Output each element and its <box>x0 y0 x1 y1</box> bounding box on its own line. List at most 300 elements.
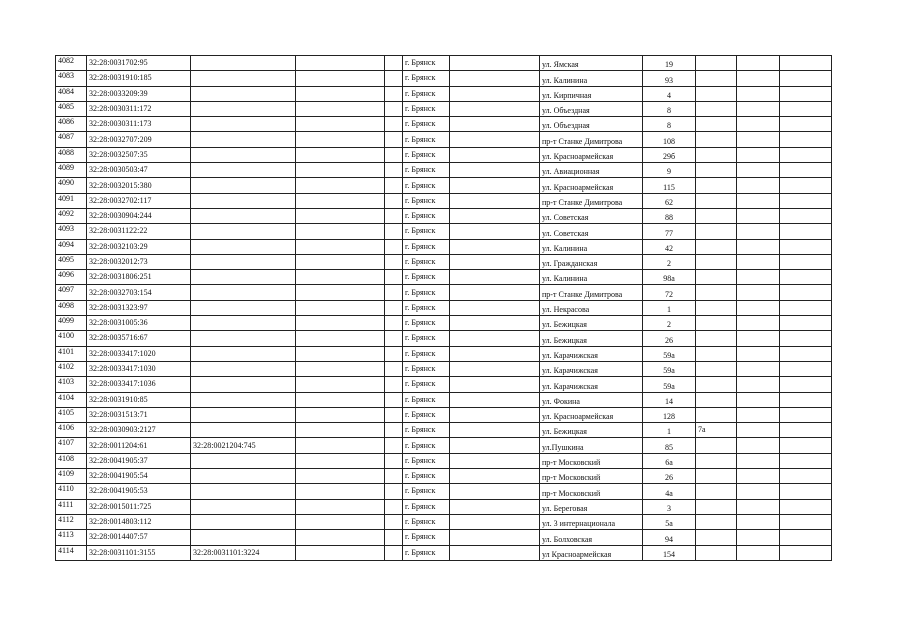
city-cell: г. Брянск <box>403 392 450 407</box>
house-number-cell: 1 <box>643 300 696 315</box>
street-cell: ул. Болховская <box>540 530 643 545</box>
empty-cell <box>450 545 540 560</box>
empty-cell <box>450 469 540 484</box>
empty-cell <box>780 377 832 392</box>
row-number-cell: 4109 <box>56 469 87 484</box>
house-number-cell: 19 <box>643 56 696 71</box>
house-number-cell: 2 <box>643 254 696 269</box>
linked-cadastral-number-cell <box>191 285 296 300</box>
table-row <box>56 361 832 376</box>
extra-cell <box>696 147 737 162</box>
table-row <box>56 545 832 560</box>
empty-cell <box>296 178 385 193</box>
city-cell: г. Брянск <box>403 178 450 193</box>
empty-cell <box>385 361 403 376</box>
city-cell: г. Брянск <box>403 101 450 116</box>
extra-cell <box>696 300 737 315</box>
house-number-cell: 14 <box>643 392 696 407</box>
extra-cell <box>696 438 737 453</box>
empty-cell <box>296 331 385 346</box>
empty-cell <box>737 377 780 392</box>
empty-cell <box>737 208 780 223</box>
table-body <box>56 56 832 561</box>
extra-cell <box>696 469 737 484</box>
city-cell: г. Брянск <box>403 438 450 453</box>
table-row <box>56 193 832 208</box>
empty-cell <box>780 254 832 269</box>
empty-cell <box>737 285 780 300</box>
empty-cell <box>737 530 780 545</box>
street-cell: ул. Красноармейская <box>540 178 643 193</box>
table-row <box>56 132 832 147</box>
address-table <box>55 55 832 561</box>
extra-cell <box>696 193 737 208</box>
street-cell: ул. Калинина <box>540 71 643 86</box>
cadastral-number-cell: 32:28:0041905:53 <box>87 484 191 499</box>
table-row <box>56 423 832 438</box>
city-cell: г. Брянск <box>403 163 450 178</box>
linked-cadastral-number-cell <box>191 86 296 101</box>
house-number-cell: 108 <box>643 132 696 147</box>
empty-cell <box>296 377 385 392</box>
empty-cell <box>385 254 403 269</box>
linked-cadastral-number-cell <box>191 71 296 86</box>
empty-cell <box>296 208 385 223</box>
empty-cell <box>450 407 540 422</box>
house-number-cell: 26 <box>643 331 696 346</box>
city-cell: г. Брянск <box>403 514 450 529</box>
empty-cell <box>385 86 403 101</box>
row-number-cell: 4114 <box>56 545 87 560</box>
cadastral-number-cell: 32:28:0031513:71 <box>87 407 191 422</box>
empty-cell <box>780 407 832 422</box>
empty-cell <box>296 270 385 285</box>
house-number-cell: 1 <box>643 423 696 438</box>
empty-cell <box>296 254 385 269</box>
document-page <box>55 55 832 561</box>
empty-cell <box>450 285 540 300</box>
empty-cell <box>737 254 780 269</box>
linked-cadastral-number-cell <box>191 117 296 132</box>
linked-cadastral-number-cell <box>191 178 296 193</box>
empty-cell <box>385 346 403 361</box>
city-cell: г. Брянск <box>403 300 450 315</box>
city-cell: г. Брянск <box>403 361 450 376</box>
empty-cell <box>450 270 540 285</box>
house-number-cell: 98а <box>643 270 696 285</box>
table-row <box>56 300 832 315</box>
house-number-cell: 94 <box>643 530 696 545</box>
row-number-cell: 4108 <box>56 453 87 468</box>
empty-cell <box>737 86 780 101</box>
house-number-cell: 42 <box>643 239 696 254</box>
empty-cell <box>296 346 385 361</box>
linked-cadastral-number-cell <box>191 514 296 529</box>
linked-cadastral-number-cell <box>191 361 296 376</box>
empty-cell <box>737 132 780 147</box>
empty-cell <box>450 499 540 514</box>
row-number-cell: 4105 <box>56 407 87 422</box>
empty-cell <box>737 56 780 71</box>
city-cell: г. Брянск <box>403 86 450 101</box>
linked-cadastral-number-cell <box>191 147 296 162</box>
empty-cell <box>296 392 385 407</box>
table-row <box>56 331 832 346</box>
empty-cell <box>780 300 832 315</box>
row-number-cell: 4096 <box>56 270 87 285</box>
empty-cell <box>737 300 780 315</box>
empty-cell <box>385 423 403 438</box>
row-number-cell: 4092 <box>56 208 87 223</box>
house-number-cell: 59а <box>643 346 696 361</box>
empty-cell <box>385 331 403 346</box>
table-row <box>56 469 832 484</box>
empty-cell <box>780 484 832 499</box>
city-cell: г. Брянск <box>403 193 450 208</box>
row-number-cell: 4101 <box>56 346 87 361</box>
empty-cell <box>780 285 832 300</box>
linked-cadastral-number-cell <box>191 377 296 392</box>
empty-cell <box>385 71 403 86</box>
table-row <box>56 254 832 269</box>
empty-cell <box>296 224 385 239</box>
empty-cell <box>450 484 540 499</box>
empty-cell <box>296 545 385 560</box>
empty-cell <box>296 530 385 545</box>
house-number-cell: 26 <box>643 469 696 484</box>
empty-cell <box>450 132 540 147</box>
table-row <box>56 438 832 453</box>
linked-cadastral-number-cell <box>191 530 296 545</box>
empty-cell <box>296 469 385 484</box>
extra-cell <box>696 270 737 285</box>
city-cell: г. Брянск <box>403 407 450 422</box>
row-number-cell: 4113 <box>56 530 87 545</box>
cadastral-number-cell: 32:28:0033209:39 <box>87 86 191 101</box>
linked-cadastral-number-cell <box>191 392 296 407</box>
cadastral-number-cell: 32:28:0014407:57 <box>87 530 191 545</box>
row-number-cell: 4086 <box>56 117 87 132</box>
empty-cell <box>737 163 780 178</box>
street-cell: ул. Калинина <box>540 270 643 285</box>
cadastral-number-cell: 32:28:0030311:173 <box>87 117 191 132</box>
empty-cell <box>385 469 403 484</box>
house-number-cell: 8 <box>643 117 696 132</box>
table-row <box>56 224 832 239</box>
empty-cell <box>450 438 540 453</box>
empty-cell <box>450 163 540 178</box>
cadastral-number-cell: 32:28:0031910:185 <box>87 71 191 86</box>
cadastral-number-cell: 32:28:0030311:172 <box>87 101 191 116</box>
house-number-cell: 29б <box>643 147 696 162</box>
house-number-cell: 62 <box>643 193 696 208</box>
linked-cadastral-number-cell <box>191 163 296 178</box>
street-cell: ул. Объездная <box>540 117 643 132</box>
empty-cell <box>737 101 780 116</box>
extra-cell <box>696 377 737 392</box>
extra-cell <box>696 285 737 300</box>
empty-cell <box>780 361 832 376</box>
empty-cell <box>450 178 540 193</box>
empty-cell <box>296 163 385 178</box>
empty-cell <box>780 101 832 116</box>
extra-cell <box>696 101 737 116</box>
empty-cell <box>296 514 385 529</box>
table-row <box>56 484 832 499</box>
cadastral-number-cell: 32:28:0041905:37 <box>87 453 191 468</box>
empty-cell <box>450 86 540 101</box>
extra-cell <box>696 331 737 346</box>
cadastral-number-cell: 32:28:0033417:1020 <box>87 346 191 361</box>
house-number-cell: 93 <box>643 71 696 86</box>
empty-cell <box>385 499 403 514</box>
empty-cell <box>385 530 403 545</box>
extra-cell <box>696 224 737 239</box>
row-number-cell: 4107 <box>56 438 87 453</box>
city-cell: г. Брянск <box>403 499 450 514</box>
table-row <box>56 86 832 101</box>
cadastral-number-cell: 32:28:0011204:61 <box>87 438 191 453</box>
empty-cell <box>385 453 403 468</box>
row-number-cell: 4090 <box>56 178 87 193</box>
extra-cell <box>696 117 737 132</box>
table-row <box>56 346 832 361</box>
empty-cell <box>737 423 780 438</box>
linked-cadastral-number-cell <box>191 101 296 116</box>
cadastral-number-cell: 32:28:0014803:112 <box>87 514 191 529</box>
empty-cell <box>737 117 780 132</box>
empty-cell <box>296 407 385 422</box>
linked-cadastral-number-cell <box>191 453 296 468</box>
cadastral-number-cell: 32:28:0032707:209 <box>87 132 191 147</box>
table-row <box>56 407 832 422</box>
empty-cell <box>780 193 832 208</box>
city-cell: г. Брянск <box>403 331 450 346</box>
cadastral-number-cell: 32:28:0032012:73 <box>87 254 191 269</box>
table-row <box>56 178 832 193</box>
cadastral-number-cell: 32:28:0032507:35 <box>87 147 191 162</box>
extra-cell <box>696 163 737 178</box>
row-number-cell: 4102 <box>56 361 87 376</box>
cadastral-number-cell: 32:28:0032702:117 <box>87 193 191 208</box>
extra-cell <box>696 499 737 514</box>
empty-cell <box>385 147 403 162</box>
extra-cell <box>696 239 737 254</box>
row-number-cell: 4103 <box>56 377 87 392</box>
empty-cell <box>780 224 832 239</box>
empty-cell <box>780 163 832 178</box>
linked-cadastral-number-cell <box>191 132 296 147</box>
house-number-cell: 115 <box>643 178 696 193</box>
empty-cell <box>450 423 540 438</box>
empty-cell <box>385 178 403 193</box>
street-cell: ул. Ямская <box>540 56 643 71</box>
city-cell: г. Брянск <box>403 117 450 132</box>
linked-cadastral-number-cell <box>191 224 296 239</box>
city-cell: г. Брянск <box>403 270 450 285</box>
empty-cell <box>780 71 832 86</box>
extra-cell <box>696 71 737 86</box>
empty-cell <box>385 101 403 116</box>
house-number-cell: 77 <box>643 224 696 239</box>
empty-cell <box>780 453 832 468</box>
cadastral-number-cell: 32:28:0033417:1036 <box>87 377 191 392</box>
empty-cell <box>780 530 832 545</box>
cadastral-number-cell: 32:28:0032103:29 <box>87 239 191 254</box>
street-cell: ул. Бежицкая <box>540 331 643 346</box>
table-row <box>56 56 832 71</box>
cadastral-number-cell: 32:28:0033417:1030 <box>87 361 191 376</box>
empty-cell <box>780 469 832 484</box>
extra-cell: 7а <box>696 423 737 438</box>
street-cell: ул. Красноармейская <box>540 407 643 422</box>
empty-cell <box>385 163 403 178</box>
extra-cell <box>696 178 737 193</box>
empty-cell <box>385 224 403 239</box>
city-cell: г. Брянск <box>403 316 450 331</box>
empty-cell <box>737 71 780 86</box>
table-row <box>56 285 832 300</box>
empty-cell <box>780 545 832 560</box>
cadastral-number-cell: 32:28:0031005:36 <box>87 316 191 331</box>
empty-cell <box>296 101 385 116</box>
linked-cadastral-number-cell <box>191 254 296 269</box>
empty-cell <box>450 208 540 223</box>
table-row <box>56 147 832 162</box>
empty-cell <box>450 193 540 208</box>
empty-cell <box>385 484 403 499</box>
linked-cadastral-number-cell <box>191 300 296 315</box>
extra-cell <box>696 56 737 71</box>
empty-cell <box>737 331 780 346</box>
empty-cell <box>296 300 385 315</box>
empty-cell <box>296 71 385 86</box>
empty-cell <box>450 377 540 392</box>
table-row <box>56 239 832 254</box>
house-number-cell: 4 <box>643 86 696 101</box>
street-cell: ул. Объездная <box>540 101 643 116</box>
house-number-cell: 59а <box>643 361 696 376</box>
row-number-cell: 4104 <box>56 392 87 407</box>
empty-cell <box>737 438 780 453</box>
empty-cell <box>385 56 403 71</box>
linked-cadastral-number-cell <box>191 346 296 361</box>
street-cell: ул. Бежицкая <box>540 316 643 331</box>
street-cell: пр-т Станке Димитрова <box>540 132 643 147</box>
row-number-cell: 4083 <box>56 71 87 86</box>
house-number-cell: 59а <box>643 377 696 392</box>
empty-cell <box>450 316 540 331</box>
empty-cell <box>737 453 780 468</box>
street-cell: ул. Фокина <box>540 392 643 407</box>
extra-cell <box>696 208 737 223</box>
cadastral-number-cell: 32:28:0030503:47 <box>87 163 191 178</box>
house-number-cell: 9 <box>643 163 696 178</box>
row-number-cell: 4095 <box>56 254 87 269</box>
row-number-cell: 4094 <box>56 239 87 254</box>
extra-cell <box>696 254 737 269</box>
empty-cell <box>737 316 780 331</box>
empty-cell <box>737 499 780 514</box>
linked-cadastral-number-cell <box>191 193 296 208</box>
cadastral-number-cell: 32:28:0031702:95 <box>87 56 191 71</box>
empty-cell <box>737 346 780 361</box>
empty-cell <box>780 438 832 453</box>
extra-cell <box>696 392 737 407</box>
empty-cell <box>450 71 540 86</box>
empty-cell <box>296 438 385 453</box>
empty-cell <box>385 208 403 223</box>
row-number-cell: 4085 <box>56 101 87 116</box>
house-number-cell: 8 <box>643 101 696 116</box>
house-number-cell: 4а <box>643 484 696 499</box>
house-number-cell: 6а <box>643 453 696 468</box>
city-cell: г. Брянск <box>403 254 450 269</box>
extra-cell <box>696 514 737 529</box>
house-number-cell: 128 <box>643 407 696 422</box>
street-cell: ул Красноармейская <box>540 545 643 560</box>
cadastral-number-cell: 32:28:0031122:22 <box>87 224 191 239</box>
empty-cell <box>385 438 403 453</box>
linked-cadastral-number-cell <box>191 423 296 438</box>
empty-cell <box>780 331 832 346</box>
cadastral-number-cell: 32:28:0030903:2127 <box>87 423 191 438</box>
empty-cell <box>385 407 403 422</box>
table-row <box>56 117 832 132</box>
cadastral-number-cell: 32:28:0031910:85 <box>87 392 191 407</box>
city-cell: г. Брянск <box>403 377 450 392</box>
empty-cell <box>296 147 385 162</box>
linked-cadastral-number-cell <box>191 407 296 422</box>
empty-cell <box>737 469 780 484</box>
empty-cell <box>385 316 403 331</box>
linked-cadastral-number-cell <box>191 484 296 499</box>
linked-cadastral-number-cell <box>191 331 296 346</box>
linked-cadastral-number-cell <box>191 239 296 254</box>
extra-cell <box>696 86 737 101</box>
linked-cadastral-number-cell <box>191 56 296 71</box>
row-number-cell: 4100 <box>56 331 87 346</box>
empty-cell <box>450 101 540 116</box>
cadastral-number-cell: 32:28:0031806:251 <box>87 270 191 285</box>
empty-cell <box>450 514 540 529</box>
row-number-cell: 4110 <box>56 484 87 499</box>
empty-cell <box>780 499 832 514</box>
row-number-cell: 4093 <box>56 224 87 239</box>
extra-cell <box>696 545 737 560</box>
cadastral-number-cell: 32:28:0030904:244 <box>87 208 191 223</box>
empty-cell <box>780 117 832 132</box>
table-row <box>56 453 832 468</box>
row-number-cell: 4099 <box>56 316 87 331</box>
empty-cell <box>385 132 403 147</box>
extra-cell <box>696 132 737 147</box>
row-number-cell: 4097 <box>56 285 87 300</box>
street-cell: ул. Советская <box>540 208 643 223</box>
row-number-cell: 4087 <box>56 132 87 147</box>
empty-cell <box>780 86 832 101</box>
cadastral-number-cell: 32:28:0035716:67 <box>87 331 191 346</box>
city-cell: г. Брянск <box>403 56 450 71</box>
empty-cell <box>780 239 832 254</box>
empty-cell <box>780 208 832 223</box>
street-cell: ул. Красноармейская <box>540 147 643 162</box>
cadastral-number-cell: 32:28:0031323:97 <box>87 300 191 315</box>
empty-cell <box>450 239 540 254</box>
city-cell: г. Брянск <box>403 224 450 239</box>
empty-cell <box>450 346 540 361</box>
row-number-cell: 4112 <box>56 514 87 529</box>
